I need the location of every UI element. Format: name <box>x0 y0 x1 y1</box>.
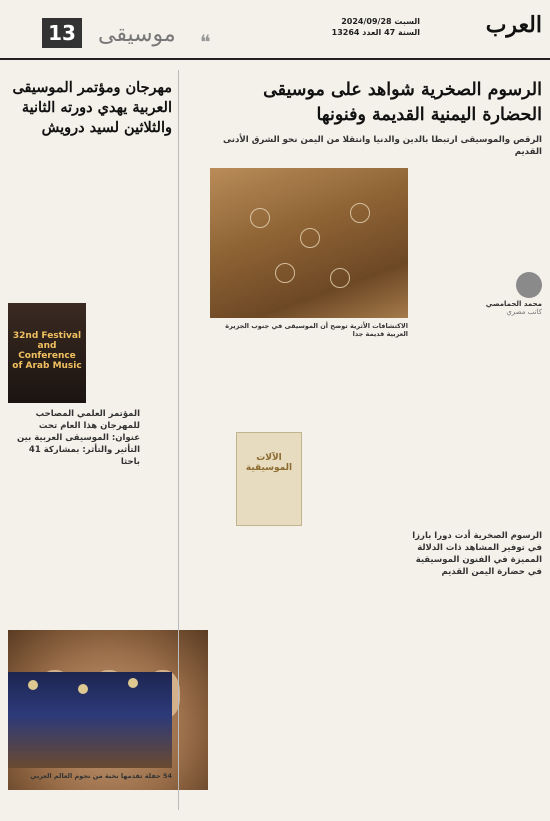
side-headline: مهرجان ومؤتمر الموسيقى العربية يهدي دورته الثانية والثلاثين لسيد درويش <box>12 79 172 136</box>
section-title: موسيقى <box>98 22 176 47</box>
lead-column-6 <box>212 528 300 624</box>
conference-highlight: المؤتمر العلمي المصاحب للمهرجان هذا العام تحت عنوان: الموسيقى العربية بين التأثير والتأثر: بمشاركة 41 باحثا <box>16 409 140 467</box>
side-column-2 <box>8 150 88 300</box>
rock-art-photo <box>210 168 408 318</box>
page-number: 13 <box>42 18 82 48</box>
lead-column-4 <box>304 340 396 620</box>
poster-text: 32nd Festival and Conference of Arab Music <box>12 331 82 371</box>
author-role: كاتب مصري <box>506 308 542 316</box>
festival-poster <box>8 303 86 403</box>
quote-icon: ❝ <box>200 30 211 54</box>
book-cover <box>236 432 302 526</box>
lead-column-1 <box>407 310 542 522</box>
issue-number: السنة 47 العدد 13264 <box>331 28 420 37</box>
pull-quote: الرسوم الصخرية أدت دورا بارزا في توفير المشاهد ذات الدلالة المميزة في الفنون الموسيقية في حضارة اليمن القديم <box>412 531 542 577</box>
newspaper-logo: العرب <box>485 12 542 38</box>
lead-headline: الرسوم الصخرية شواهد على موسيقى الحضارة اليمنية القديمة وفنونها <box>263 80 542 125</box>
lead-column-2 <box>407 588 542 812</box>
rock-art-caption: الاكتشافات الأثرية توضح أن الموسيقى في جنوب الجزيرة العربية قديمة جدا <box>225 322 408 338</box>
masthead <box>0 0 550 60</box>
concert-caption: 54 حفلة تقدمها نخبة من نجوم العالم العربي <box>30 772 172 780</box>
book-title: الآلات الموسيقية <box>245 453 293 473</box>
author-avatar <box>516 272 542 298</box>
issue-date: السبت 2024/09/28 <box>341 17 420 26</box>
side-column-1 <box>92 150 172 400</box>
lead-column-7 <box>212 632 408 812</box>
lead-column-5 <box>212 340 300 430</box>
side-column-4 <box>8 470 88 668</box>
side-column-3 <box>92 404 172 668</box>
column-divider <box>178 70 179 810</box>
issue-info <box>332 16 420 38</box>
concert-photo <box>8 672 172 768</box>
lead-subheadline: الرقص والموسيقى ارتبطا بالدين والدنيا وانتقلا من اليمن نحو الشرق الأدنى القديم <box>223 135 542 157</box>
lead-intro-text <box>407 168 542 268</box>
author-name: محمد الحمامصي <box>485 300 542 308</box>
